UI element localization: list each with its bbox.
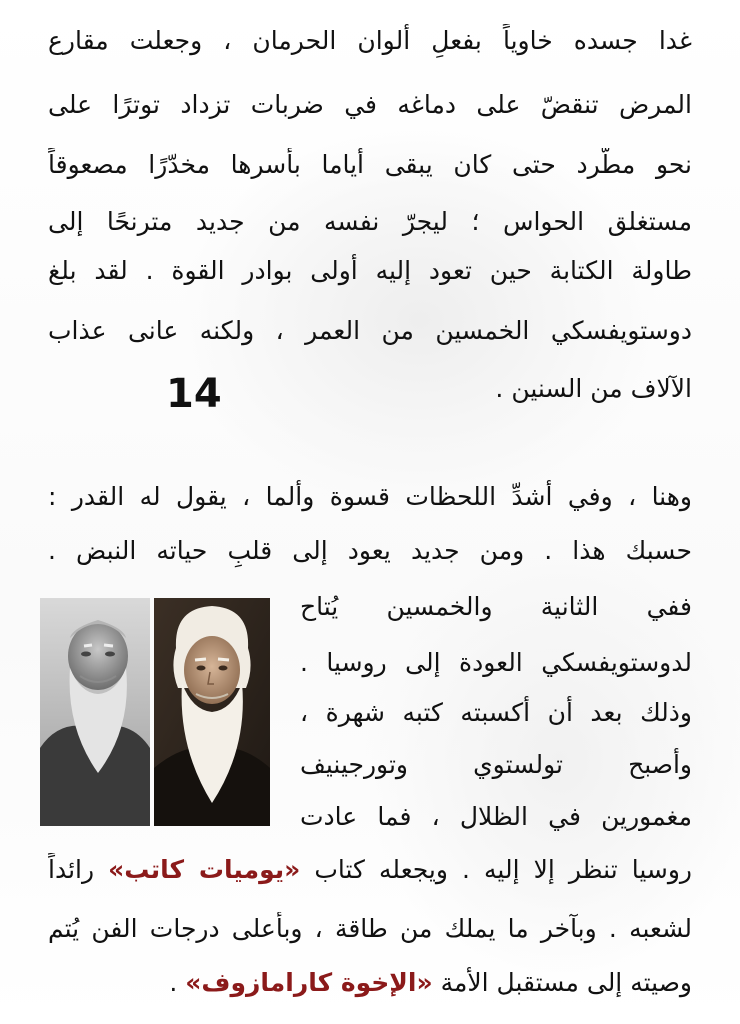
text-line: غدا جسده خاوياً بفعلِ ألوان الحرمان ، وجعلت مقارع — [48, 26, 692, 55]
text-line — [169, 966, 692, 1000]
text-line: لدوستويفسكي العودة إلى روسيا . — [300, 648, 692, 677]
book-title-brothers-karamazov: «الإخوة كارامازوف» — [185, 968, 433, 997]
book-title-diary-of-a-writer: «يوميات كاتب» — [108, 855, 301, 884]
text-line: مستغلق الحواس ؛ ليجرّ نفسه من جديد مترنحًا إلى — [48, 207, 692, 236]
text-segment: . — [169, 968, 186, 997]
text-line: المرض تنقضّ على دماغه في ضربات تزداد توترًا على — [48, 90, 692, 119]
text-line — [48, 853, 692, 887]
text-line: طاولة الكتابة حين تعود إليه أولى بوادر القوة . لقد بلغ — [48, 256, 692, 285]
text-line: ففي الثانية والخمسين يُتاح — [300, 592, 692, 621]
text-line: حسبك هذا . ومن جديد يعود إلى قلبِ حياته النبض . — [48, 536, 692, 565]
text-line: لشعبه . وبآخر ما يملك من طاقة ، وبأعلى درجات الفن يُتم — [48, 914, 692, 943]
text-segment: روسيا تنظر إلا إليه . ويجعله كتاب — [300, 855, 692, 884]
text-line: دوستويفسكي الخمسين من العمر ، ولكنه عانى عذاب — [48, 316, 692, 345]
text-line: مغمورين في الظلال ، فما عادت — [300, 802, 692, 831]
bearded-man-portrait-icon — [40, 598, 150, 826]
text-line: نحو مطّرد حتى كان يبقى أياما بأسرها مخدّرًا مصعوقاً — [48, 150, 692, 179]
text-segment: رائداً — [48, 855, 109, 884]
portrait-photos — [40, 598, 270, 826]
page-number: 14 — [166, 371, 222, 417]
text-line: الآلاف من السنين . — [495, 374, 692, 403]
white-bearded-man-portrait-icon — [154, 598, 270, 826]
text-line: وأصبح تولستوي وتورجينيف — [300, 750, 692, 779]
text-segment: وصيته إلى مستقبل الأمة — [432, 968, 692, 997]
text-line: وذلك بعد أن أكسبته كتبه شهرة ، — [300, 698, 692, 727]
text-line: وهنا ، وفي أشدِّ اللحظات قسوة وألما ، يقول له القدر : — [48, 482, 692, 511]
